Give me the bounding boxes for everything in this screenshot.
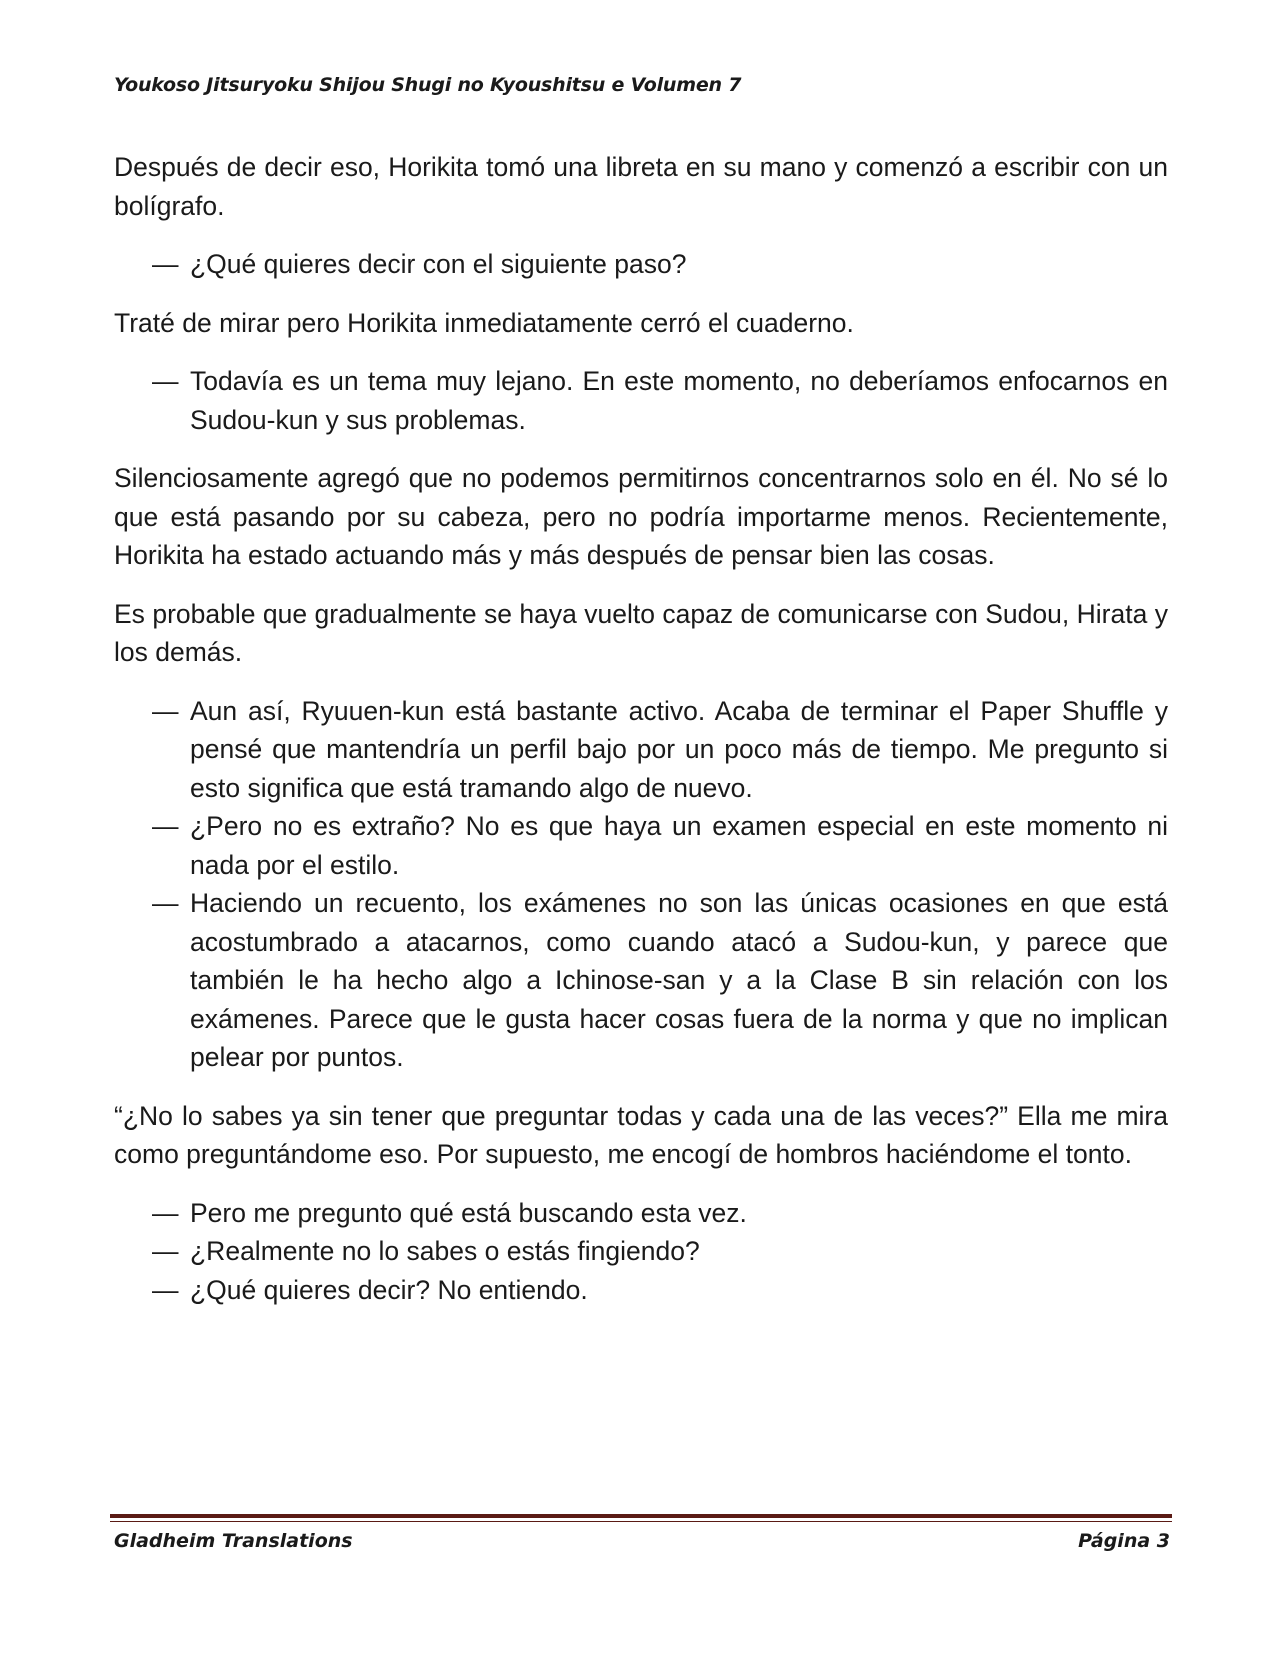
dialogue-text: ¿Pero no es extraño? No es que haya un examen especial en este momento ni nada por el estilo. xyxy=(190,811,1168,880)
dialogue-dash: — xyxy=(152,1197,179,1228)
footer-rule-thin xyxy=(110,1521,1172,1522)
paragraph: Es probable que gradualmente se haya vuelto capaz de comunicarse con Sudou, Hirata y los demás. xyxy=(114,598,1168,667)
dialogue-text: ¿Qué quieres decir con el siguiente paso? xyxy=(190,249,687,279)
dialogue-group xyxy=(114,245,1168,284)
dialogue-text: ¿Qué quieres decir? No entiendo. xyxy=(190,1274,588,1305)
dialogue-dash: — xyxy=(152,695,179,726)
dialogue-line xyxy=(152,245,1168,284)
dialogue-group xyxy=(114,692,1168,1077)
dialogue-text: ¿Realmente no lo sabes o estás fingiendo? xyxy=(190,1236,700,1266)
page-number: Página 3 xyxy=(1078,1530,1170,1552)
dialogue-line xyxy=(152,362,1168,439)
dialogue-text: Pero me pregunto qué está buscando esta vez. xyxy=(190,1197,747,1228)
dialogue-dash: — xyxy=(152,249,179,279)
footer-credit: Gladheim Translations xyxy=(114,1530,353,1552)
dialogue-line xyxy=(152,1271,1168,1310)
dialogue-dash: — xyxy=(152,888,179,918)
dialogue-line xyxy=(152,1194,1168,1233)
dialogue-dash: — xyxy=(152,1236,179,1266)
dialogue-line xyxy=(152,1232,1168,1271)
paragraph: “¿No lo sabes ya sin tener que preguntar todas y cada una de las veces?” Ella me mira como preguntándome eso. Por supuesto, me encogí de hombros haciéndome el tonto. xyxy=(114,1100,1168,1169)
paragraph: Silenciosamente agregó que no podemos permitirnos concentrarnos solo en él. No sé lo que está pasando por su cabeza, pero no podría importarme menos. Recientemente, Horikita ha estado actuando más y más después de pensar bien las cosas. xyxy=(114,463,1168,570)
dialogue-group xyxy=(114,1194,1168,1310)
dialogue-text: Todavía es un tema muy lejano. En este momento, no deberíamos enfocarnos en Sudou-kun y sus problemas. xyxy=(190,366,1168,435)
dialogue-dash: — xyxy=(152,366,179,396)
footer-rule xyxy=(110,1514,1172,1518)
dialogue-text: Aun así, Ryuuen-kun está bastante activo. Acaba de terminar el Paper Shuffle y pensé que mantendría un perfil bajo por un poco más de tiempo. Me pregunto si esto significa que está tramando algo de nuevo. xyxy=(190,695,1168,803)
dialogue-dash: — xyxy=(152,1274,179,1305)
dialogue-line xyxy=(152,692,1168,808)
running-header: Youkoso Jitsuryoku Shijou Shugi no Kyoushitsu e Volumen 7 xyxy=(114,74,742,96)
paragraph: Traté de mirar pero Horikita inmediatamente cerró el cuaderno. xyxy=(114,307,854,338)
dialogue-line xyxy=(152,884,1168,1077)
dialogue-text: Haciendo un recuento, los exámenes no son las únicas ocasiones en que está acostumbrado a atacarnos, como cuando atacó a Sudou-kun, y parece que también le ha hecho algo a Ichinose-san y a la Clase B sin relación con los exámenes. Parece que le gusta hacer cosas fuera de la norma y que no implican pelear por puntos. xyxy=(190,888,1168,1072)
dialogue-line xyxy=(152,807,1168,884)
dialogue-group xyxy=(114,362,1168,439)
paragraph: Después de decir eso, Horikita tomó una libreta en su mano y comenzó a escribir con un bolígrafo. xyxy=(114,152,1168,221)
dialogue-dash: — xyxy=(152,811,179,841)
body-text xyxy=(114,148,1168,1329)
